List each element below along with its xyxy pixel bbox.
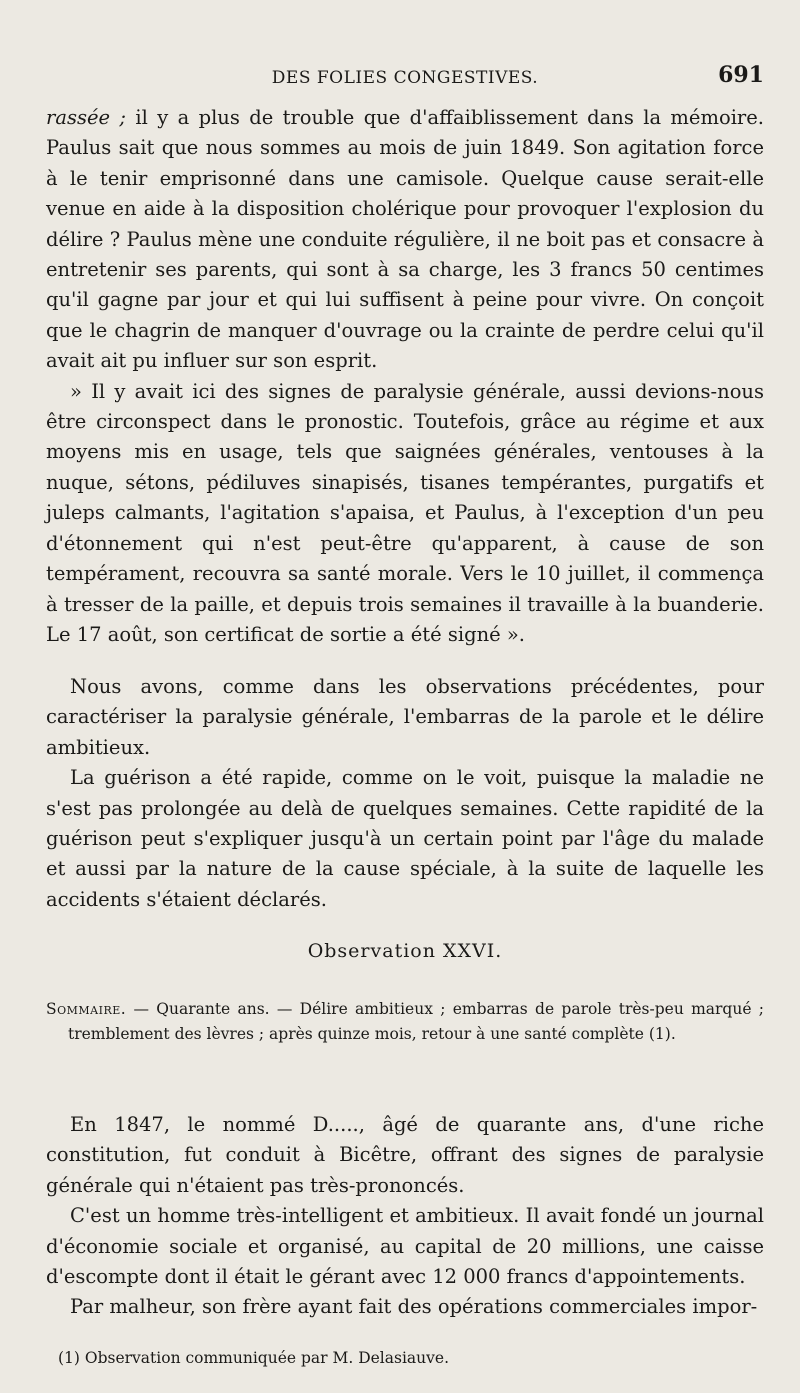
text-block-bottom (46, 1110, 764, 1323)
paragraph-text: il y a plus de trouble que d'affaiblissement dans la mémoire. Paulus sait que nous sommes au mois de juin 1849. Son agitation force à le tenir emprisonné dans une camisole. Quelque cause serait-elle venue en aide à la disposition cholérique pour provoquer l'explosion du délire ? Paulus mène une conduite régulière, il ne boit pas et consacre à entretenir ses parents, qui sont à sa charge, les 3 francs 50 centimes qu'il gagne par jour et qui lui suffisent à peine pour vivre. On conçoit que le chagrin de manquer d'ouvrage ou la crainte de perdre celui qu'il avait ait pu influer sur son esprit. (46, 106, 764, 373)
summary-text: — Quarante ans. — Délire ambitieux ; embarras de parole très-peu marqué ; tremblement des lèvres ; après quinze mois, retour à une santé complète (1). (68, 1000, 764, 1043)
summary-paragraph (46, 997, 764, 1047)
text-block-middle (46, 672, 764, 915)
paragraph: Nous avons, comme dans les observations précédentes, pour caractériser la paralysie générale, l'embarras de la parole et le délire ambitieux. (46, 675, 764, 759)
footnote: (1) Observation communiquée par M. Delasiauve. (58, 1349, 449, 1367)
paragraph (46, 103, 764, 377)
observation-title: Observation XXVI. (307, 940, 503, 962)
paragraph: En 1847, le nommé D....., âgé de quarante ans, d'une riche constitution, fut conduit à Bicêtre, offrant des signes de paralysie générale qui n'étaient pas très-prononcés. (46, 1113, 764, 1197)
paragraph: Par malheur, son frère ayant fait des opérations commerciales impor- (70, 1295, 758, 1319)
italic-lead: rassée ; (46, 106, 126, 129)
paragraph: La guérison a été rapide, comme on le voit, puisque la maladie ne s'est pas prolongée au delà de quelques semaines. Cette rapidité de la guérison peut s'expliquer jusqu'à un certain point par l'âge du malade et aussi par la nature de la cause spéciale, à la suite de laquelle les accidents s'étaient déclarés. (46, 766, 764, 911)
summary (46, 997, 764, 1047)
running-title: DES FOLIES CONGESTIVES. (271, 68, 539, 88)
paragraph: C'est un homme très-intelligent et ambitieux. Il avait fondé un journal d'économie sociale et organisé, au capital de 20 millions, une caisse d'escompte dont il était le gérant avec 12 000 francs d'appointements. (46, 1204, 764, 1289)
paragraph: » Il y avait ici des signes de paralysie générale, aussi devions-nous être circonspect dans le pronostic. Toutefois, grâce au régime et aux moyens mis en usage, tels que saignées générales, ventouses à la nuque, sétons, pédiluves sinapisés, tisanes tempérantes, purgatifs et juleps calmants, l'agitation s'apaisa, et Paulus, à l'exception d'un peu d'étonnement qui n'est peut-être qu'apparent, à cause de son tempérament, recouvra sa santé morale. Vers le 10 juillet, il commença à tresser de la paille, et depuis trois semaines il travaille à la buanderie. Le 17 août, son certificat de sortie a été signé ». (46, 379, 764, 646)
page-header (46, 62, 764, 94)
text-block-top (46, 103, 764, 650)
summary-label: Sommaire. (46, 1000, 127, 1018)
page-number: 691 (718, 62, 764, 88)
